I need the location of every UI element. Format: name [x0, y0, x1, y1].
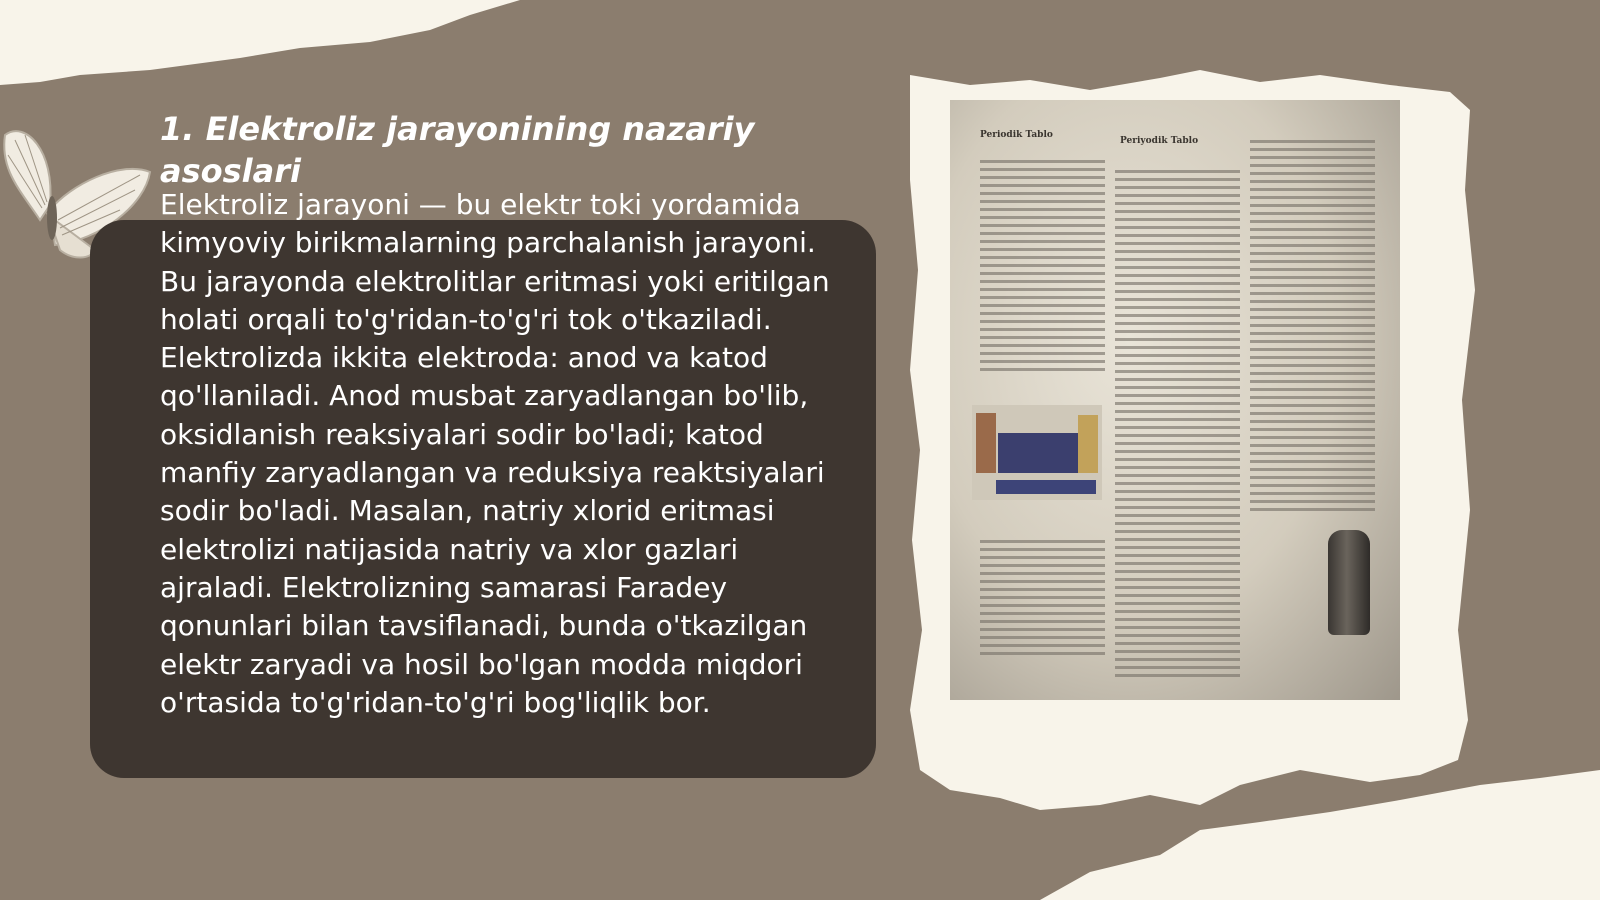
slide-title: 1. Elektroliz jarayonining nazariy asoslari	[160, 110, 755, 190]
textbook-page-photo: Periodik Tablo Periyodik Tablo	[950, 100, 1400, 700]
periodic-table-image	[972, 405, 1102, 500]
bottle-image	[1328, 530, 1370, 635]
slide-body-text: Elektroliz jarayoni — bu elektr toki yordamida kimyoviy birikmalarning parchalanish jarayoni. Bu jarayonda elektrolitlar eritmasi yoki eritilgan holati orqali to'g'ridan-to'g'ri tok o'tkaziladi. Elektrolizda ikkita elektroda: anod va katod qo'llaniladi. Anod musbat zaryadlangan bo'lib, oksidlanish reaksiyalari sodir bo'ladi; katod manfiy zaryadlangan va reduksiya reaktsiyalari sodir bo'ladi. Masalan, natriy xlorid eritmasi elektrolizi natijasida natriy va xlor gazlari ajraladi. Elektrolizning samarasi Faradey qonunlari bilan tavsiflanadi, bunda o'tkazilgan elektr zaryadi va hosil bo'lgan modda miqdori o'rtasida to'g'ridan-to'g'ri bog'liqlik bor.	[160, 188, 830, 719]
